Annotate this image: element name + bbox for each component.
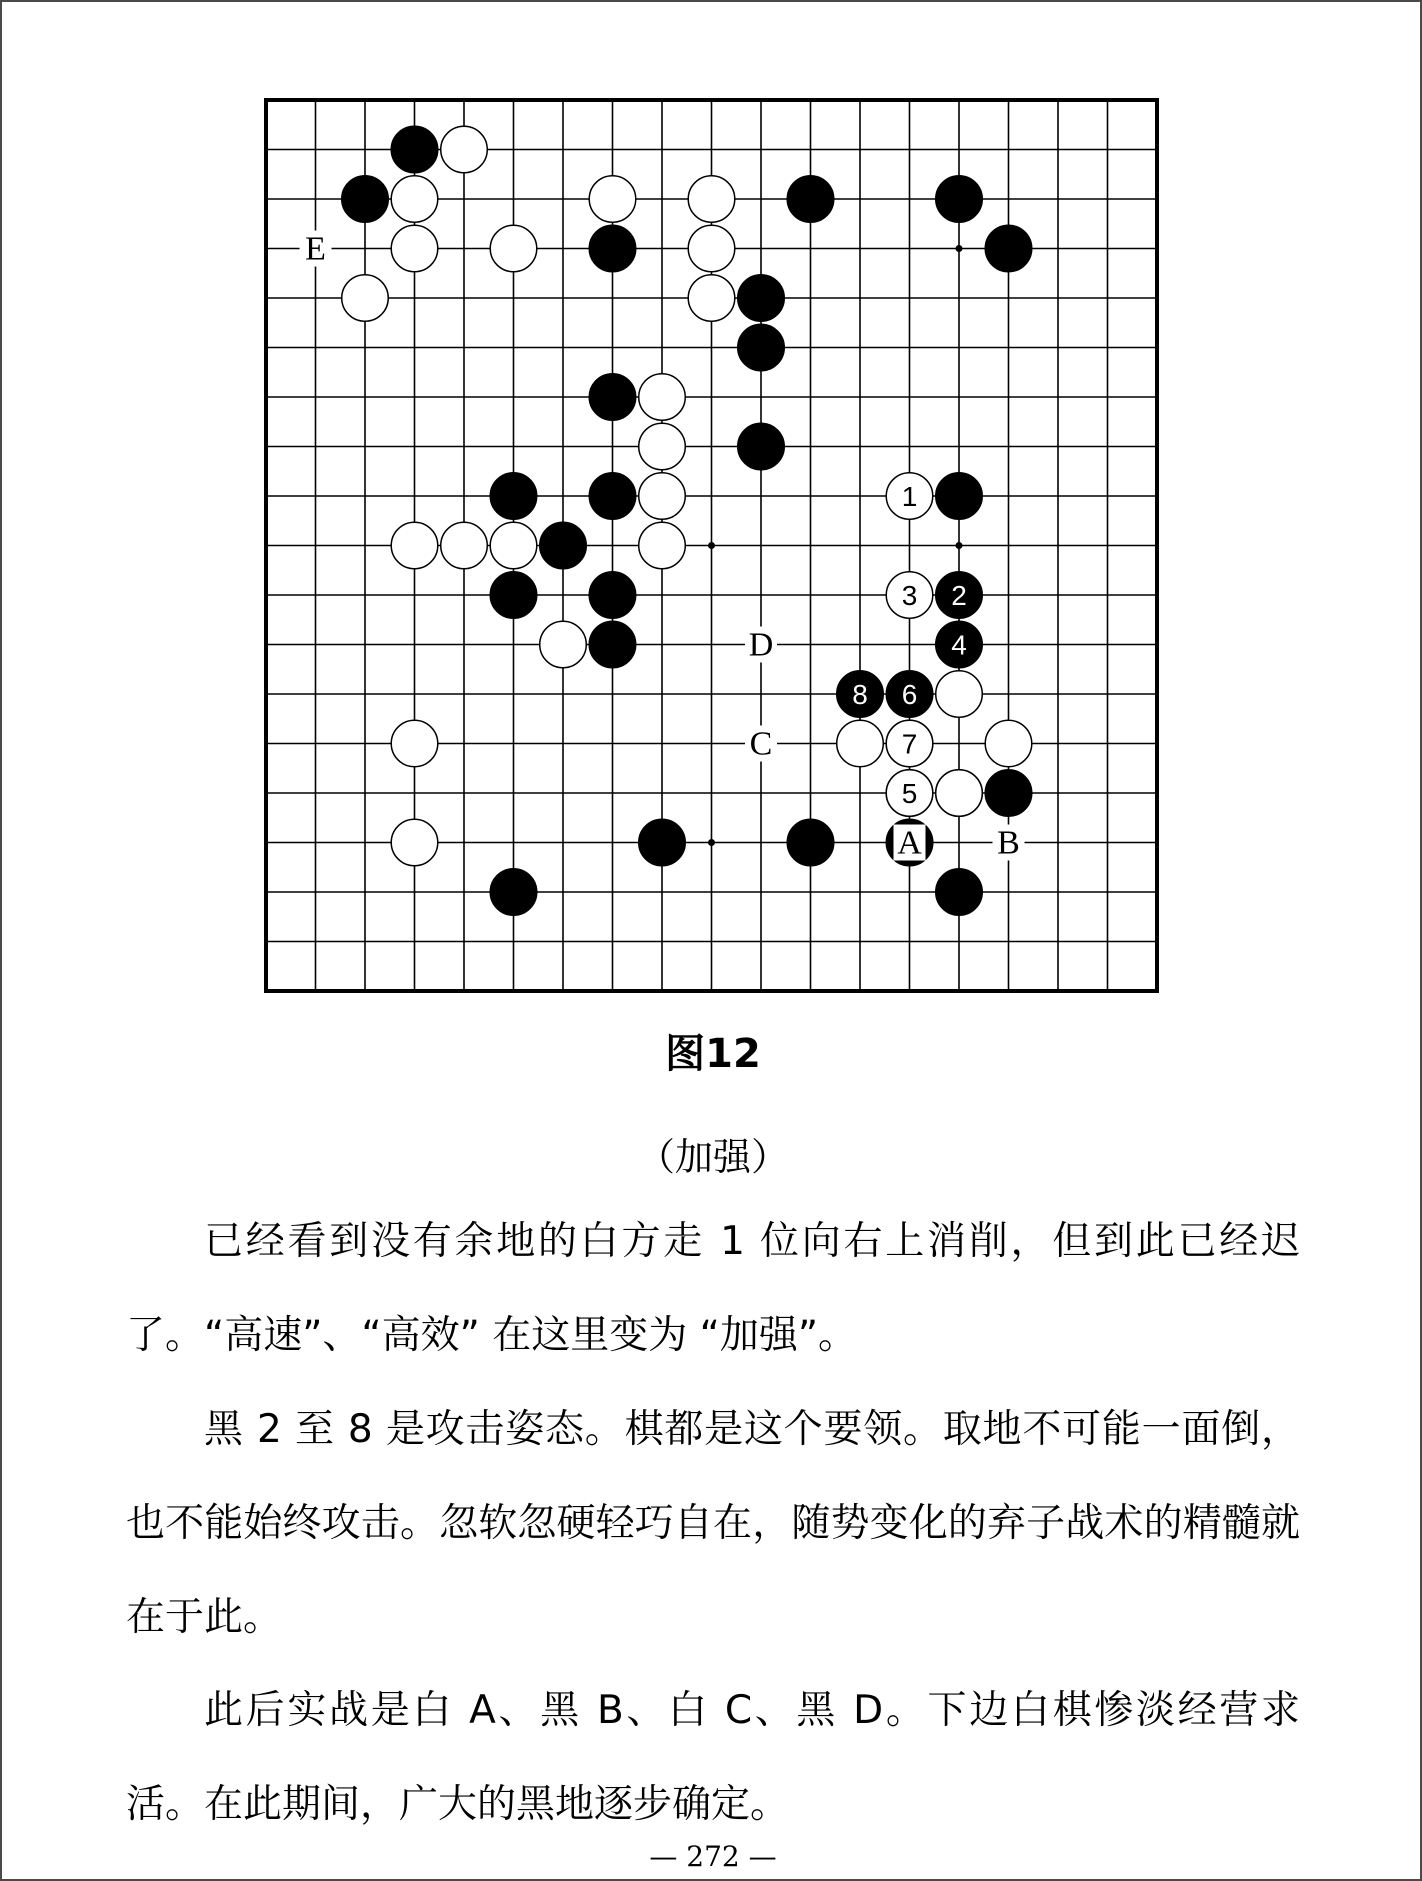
white-stone xyxy=(391,176,438,223)
white-stone xyxy=(639,522,686,569)
black-stone xyxy=(490,869,537,916)
black-stone xyxy=(589,572,636,619)
letter-mark: B xyxy=(997,824,1020,862)
paragraph-3: 此后实战是白 A、黑 B、白 C、黑 D。下边白棋惨淡经营求活。在此期间，广大的黑地逐步确定。 xyxy=(126,1688,1300,1827)
stone-number: 4 xyxy=(951,629,967,661)
black-stone xyxy=(787,819,834,866)
go-board-diagram xyxy=(264,98,1159,993)
page-number: — 272 — xyxy=(649,1840,777,1873)
white-stone xyxy=(688,225,735,272)
star-point xyxy=(708,542,715,549)
white-stone xyxy=(985,720,1032,767)
black-stone xyxy=(787,176,834,223)
black-stone xyxy=(540,522,587,569)
white-stone xyxy=(639,374,686,421)
white-stone xyxy=(837,720,884,767)
black-stone xyxy=(639,819,686,866)
letter-mark: E xyxy=(305,230,326,268)
white-stone xyxy=(391,225,438,272)
stone-number: 8 xyxy=(852,679,868,710)
black-stone xyxy=(985,225,1032,272)
black-stone xyxy=(936,869,983,916)
black-stone xyxy=(589,374,636,421)
stone-number: 6 xyxy=(901,679,918,710)
white-stone xyxy=(589,176,636,223)
black-stone xyxy=(391,126,438,173)
black-stone xyxy=(490,572,537,619)
star-point xyxy=(708,839,715,846)
black-stone xyxy=(936,176,983,223)
white-stone xyxy=(342,275,389,322)
black-stone xyxy=(738,275,785,322)
black-stone xyxy=(738,324,785,371)
figure-title: 图12 xyxy=(665,1031,761,1077)
stone-number: 1 xyxy=(901,481,918,512)
black-stone xyxy=(589,225,636,272)
figure-subtitle: （加强） xyxy=(636,1135,789,1179)
black-stone xyxy=(490,473,537,520)
white-stone xyxy=(540,621,587,668)
paragraph-2: 黑 2 至 8 是攻击姿态。棋都是这个要领。取地不可能一面倒，也不能始终攻击。忽软忽硬轻巧自在，随势变化的弃子战术的精髓就在于此。 xyxy=(126,1407,1300,1640)
white-stone xyxy=(391,522,438,569)
black-stone xyxy=(589,473,636,520)
white-stone xyxy=(688,176,735,223)
letter-mark: A xyxy=(897,824,922,862)
star-point xyxy=(956,542,963,549)
stone-number: 2 xyxy=(951,580,967,611)
white-stone xyxy=(391,819,438,866)
star-point xyxy=(956,245,963,252)
black-stone xyxy=(738,423,785,470)
white-stone xyxy=(639,473,686,520)
white-stone xyxy=(391,720,438,767)
white-stone xyxy=(639,423,686,470)
white-stone xyxy=(688,275,735,322)
white-stone xyxy=(441,522,488,569)
black-stone xyxy=(985,770,1032,817)
stone-number: 7 xyxy=(901,728,918,760)
letter-mark: D xyxy=(748,626,774,664)
stone-number: 5 xyxy=(901,778,918,809)
stone-number: 3 xyxy=(901,580,918,611)
letter-mark: C xyxy=(749,725,773,763)
paragraph-1: 已经看到没有余地的白方走 1 位向右上消削，但到此已经迟了。“高速”、“高效” 在这里变为 “加强”。 xyxy=(126,1219,1300,1358)
black-stone xyxy=(936,473,983,520)
white-stone xyxy=(936,770,983,817)
black-stone xyxy=(589,621,636,668)
white-stone xyxy=(490,522,537,569)
white-stone xyxy=(441,126,488,173)
black-stone xyxy=(342,176,389,223)
white-stone xyxy=(936,671,983,718)
white-stone xyxy=(490,225,537,272)
